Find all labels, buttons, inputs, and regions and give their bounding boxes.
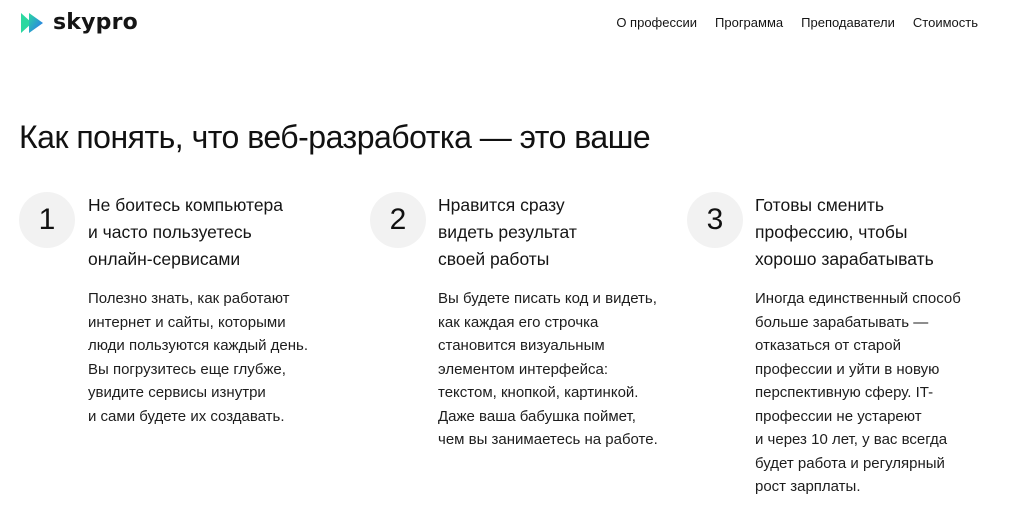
nav-item-program[interactable]: Программа — [715, 15, 784, 30]
nav-item-about[interactable]: О профессии — [616, 15, 698, 30]
logo-link[interactable] — [19, 10, 138, 36]
section-title: Как понять, что веб-разработка — это ваше — [19, 119, 651, 155]
skypro-logo-icon — [19, 10, 45, 36]
card-title: Готовы сменить профессию, чтобы хорошо зарабатывать — [755, 195, 934, 269]
top-nav — [616, 14, 978, 32]
card-text: Иногда единственный способ больше зарабатывать — отказаться от старой профессии и уйти в новую перспективную сферу. IT- профессии не устареют и через 10 лет, у вас всегда будет работа и регулярный рост зарплаты. — [755, 290, 961, 495]
card-text: Полезно знать, как работают интернет и сайты, которыми люди пользуются каждый день. Вы погрузитесь еще глубже, увидите сервисы изнутри и сами будете их создавать. — [88, 290, 309, 425]
card-title: Нравится сразу видеть результат своей работы — [438, 195, 577, 269]
nav-item-teachers[interactable]: Преподаватели — [801, 15, 895, 30]
number-badge: 3 — [687, 192, 743, 248]
logo-text: skypro — [53, 10, 138, 35]
card-text: Вы будете писать код и видеть, как каждая его строчка становится визуальным элементом интерфейса: текстом, кнопкой, картинкой. Даже ваша бабушка поймет, чем вы занимаетесь на работе. — [438, 290, 658, 448]
card-title: Не боитесь компьютера и часто пользуетесь онлайн-сервисами — [88, 195, 284, 269]
number-badge: 2 — [370, 192, 426, 248]
number-badge: 1 — [19, 192, 75, 248]
nav-item-price[interactable]: Стоимость — [912, 15, 978, 30]
